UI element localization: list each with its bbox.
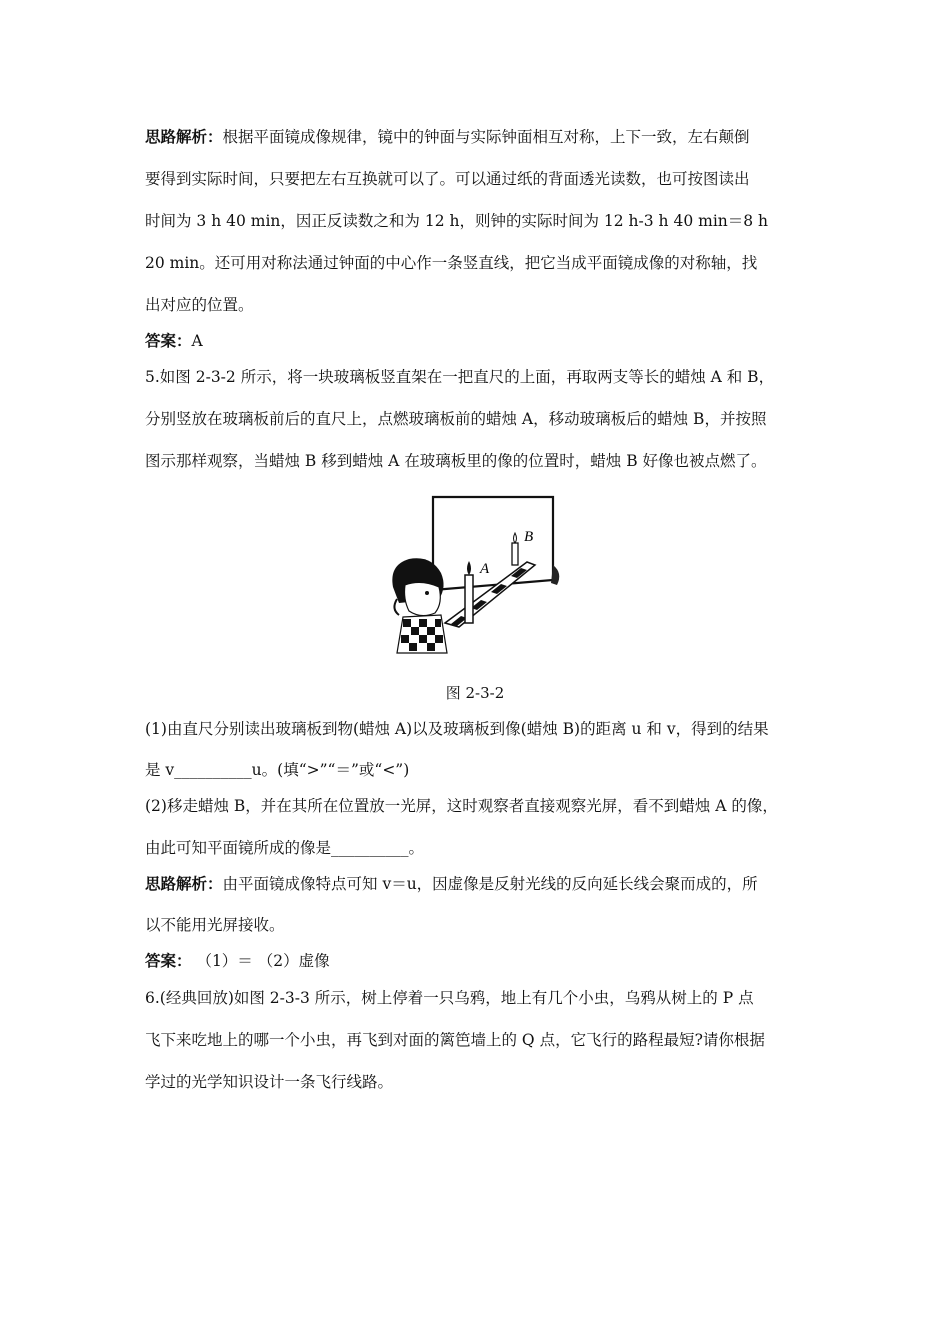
analysis-2-line-1: 思路解析：由平面镜成像特点可知 v＝u，因虚像是反射光线的反向延长线会聚而成的，所: [145, 875, 758, 893]
label-b: B: [524, 529, 534, 545]
candle-b: [512, 543, 518, 565]
answer-1: 答案：A: [145, 332, 203, 350]
analysis-1-line-1: 思路解析：根据平面镜成像规律，镜中的钟面与实际钟面相互对称，上下一致，左右颠倒: [145, 128, 750, 146]
q5-sub-1-line-2: 是 v__________u。(填“>”“＝”或“<”): [145, 761, 410, 779]
candle-a: [465, 575, 473, 623]
question-6-line-3: 学过的光学知识设计一条飞行线路。: [145, 1073, 394, 1091]
analysis-1-line-4: 20 min。还可用对称法通过钟面的中心作一条竖直线，把它当成平面镜成像的对称轴，找: [145, 254, 758, 272]
analysis-label: 思路解析：: [145, 128, 223, 146]
q5-sub-2-line-2: 由此可知平面镜所成的像是__________。: [145, 839, 425, 857]
question-5-line-2: 分别竖放在玻璃板前后的直尺上，点燃玻璃板前的蜡烛 A，移动玻璃板后的蜡烛 B，并按照: [145, 410, 767, 428]
question-5-line-3: 图示那样观察，当蜡烛 B 移到蜡烛 A 在玻璃板里的像的位置时，蜡烛 B 好像也被点燃了。: [145, 452, 767, 470]
answer-label: 答案：: [145, 952, 192, 970]
q5-sub-1-line-1: (1)由直尺分别读出玻璃板到物(蜡烛 A)以及玻璃板到像(蜡烛 B)的距离 u 和 v，得到的结果: [145, 720, 769, 738]
observer: [392, 558, 447, 653]
label-a: A: [480, 561, 490, 577]
q5-sub-2-line-1: (2)移走蜡烛 B，并在其所在位置放一光屏，这时观察者直接观察光屏，看不到蜡烛 A 的像，: [145, 797, 778, 815]
analysis-label: 思路解析：: [145, 875, 223, 893]
question-6-line-2: 飞下来吃地上的哪一个小虫，再飞到对面的篱笆墙上的 Q 点，它飞行的路程最短?请你根据: [145, 1031, 765, 1049]
question-6-line-1: 6.(经典回放)如图 2-3-3 所示，树上停着一只乌鸦，地上有几个小虫，乌鸦从树上的 P 点: [145, 989, 754, 1007]
mirror-experiment-figure: [385, 495, 565, 655]
glass-plate: [433, 497, 553, 590]
answer-2: 答案： （1）＝ （2）虚像: [145, 952, 330, 970]
answer-label: 答案：: [145, 332, 192, 350]
analysis-1-line-2: 要得到实际时间，只要把左右互换就可以了。可以通过纸的背面透光读数，也可按图读出: [145, 170, 750, 188]
analysis-1-line-3: 时间为 3 h 40 min，因正反读数之和为 12 h，则钟的实际时间为 12 h-3 h 40 min＝8 h: [145, 212, 769, 230]
analysis-2-line-2: 以不能用光屏接收。: [145, 916, 285, 934]
analysis-1-line-5: 出对应的位置。: [145, 296, 254, 314]
candle-b-flame: [514, 533, 517, 543]
question-5-line-1: 5.如图 2-3-2 所示，将一块玻璃板竖直架在一把直尺的上面，再取两支等长的蜡烛 A 和 B，: [145, 368, 775, 386]
figure-caption: 图 2-3-2: [445, 684, 505, 702]
